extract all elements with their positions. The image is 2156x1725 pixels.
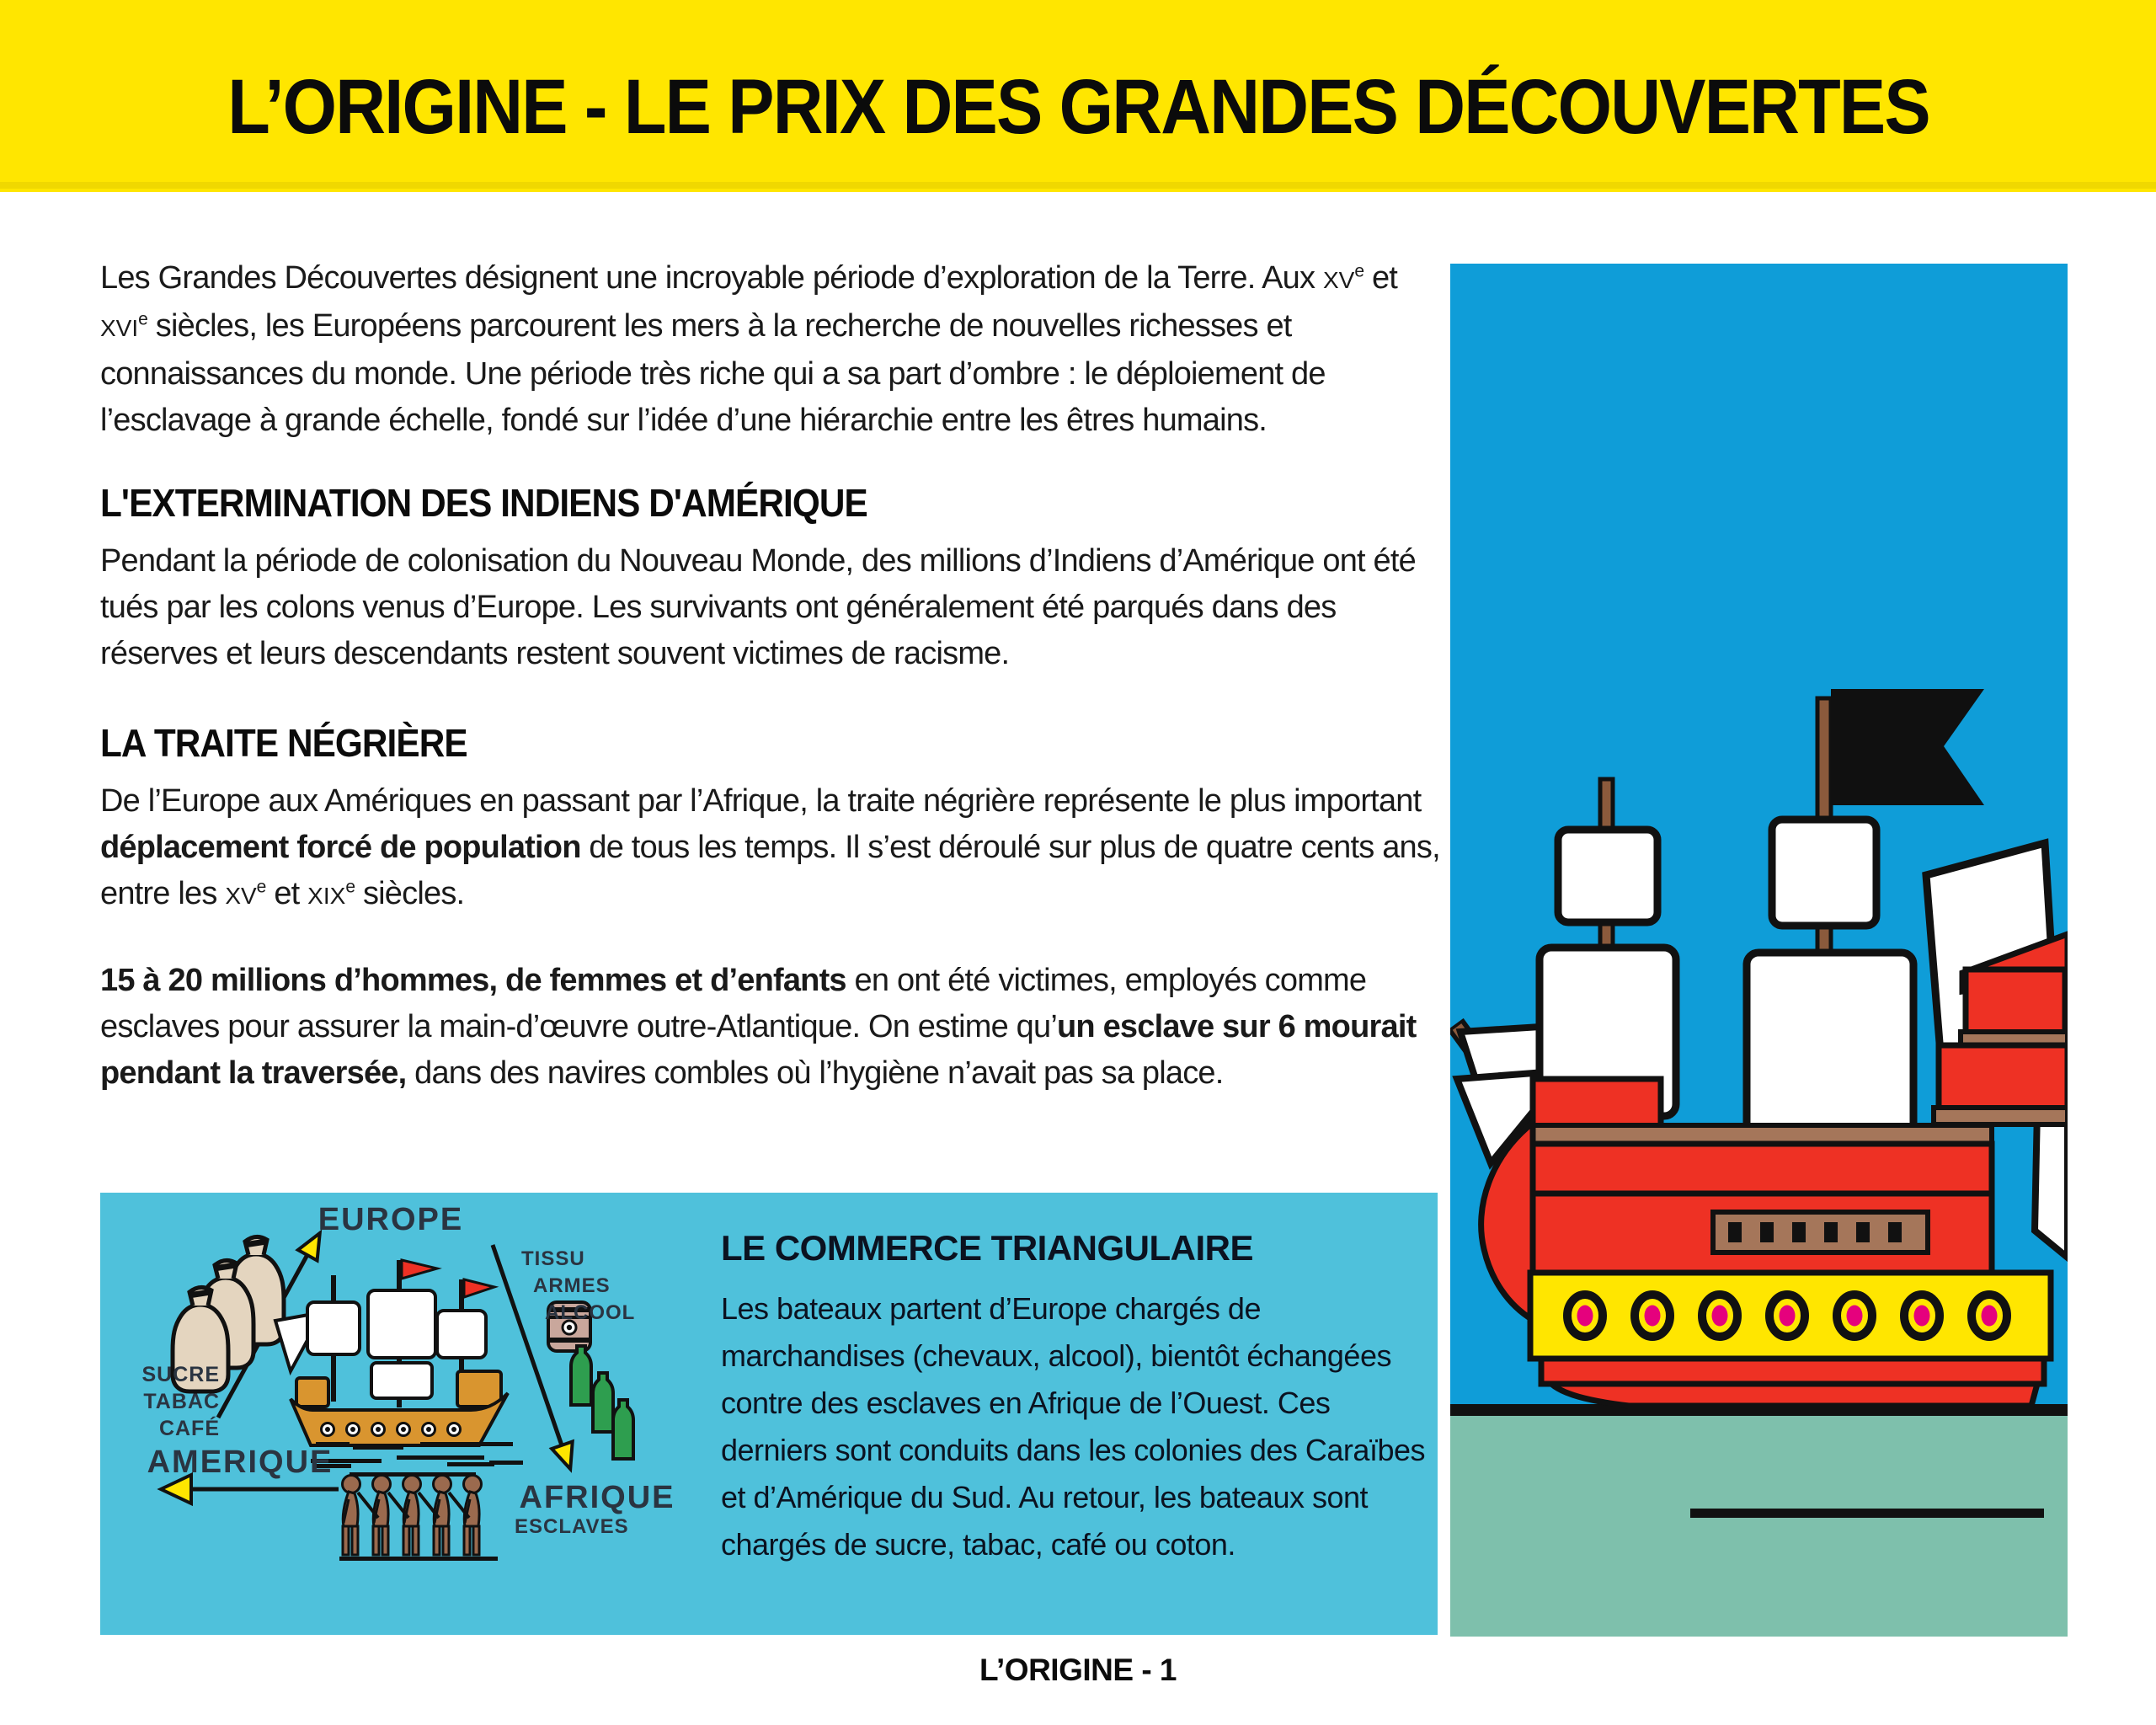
commerce-text-block (721, 1228, 1427, 1568)
bottles-icon (571, 1346, 633, 1459)
page-footer (0, 1653, 2156, 1688)
commerce-paragraph: Les bateaux partent d’Europe chargés de marchandises (chevaux, alcool), bientôt échangées contre des esclaves en Afrique de l’Ouest. Ces derniers sont conduits dans les colonies des Caraïbes et d’Amérique du Sud. Au retour, les bateaux sont chargés de sucre, tabac, café ou coton. (721, 1291, 1425, 1562)
sea-line-icon (1690, 1509, 2044, 1518)
svg-text:ARMES: ARMES (533, 1274, 611, 1297)
label-afrique: AFRIQUE (519, 1480, 675, 1515)
extermination-paragraph: Pendant la période de colonisation du Nouveau Monde, des millions d’Indiens d’Amérique ont été tués par les colons venus d’Europe. Les survivants ont généralement été parqués dans des réserves et leurs descendants restent souvent victimes de racisme. (100, 543, 1416, 671)
label-europe: EUROPE (318, 1202, 464, 1237)
ship-illustration (1450, 264, 2068, 1637)
label-goods-to-europe (141, 1363, 220, 1440)
victims-paragraph: 15 à 20 millions d’hommes, de femmes et d’enfants en ont été victimes, employés comme esclaves pour assurer la main-d’œuvre outre-Atlantique. On estime qu’un esclave sur 6 mourait pendant la traversée, dans des navires combles où l’hygiène n’avait pas sa place. (100, 963, 1417, 1091)
triangular-trade-box (100, 1193, 1438, 1635)
section-heading-extermination: L'EXTERMINATION DES INDIENS D'AMÉRIQUE (100, 481, 867, 525)
svg-text:SUCRE: SUCRE (141, 1363, 220, 1386)
traite-paragraph: De l’Europe aux Amériques en passant par l’Afrique, la traite négrière représente le plus important déplacement forcé de population de tous les temps. Il s’est déroulé sur plus de quatre cents ans, entre les XVe et XIXe siècles. (100, 783, 1440, 911)
title-banner (0, 0, 2156, 192)
intro-paragraph: Les Grandes Découvertes désignent une incroyable période d’exploration de la Terre. Aux XVe et XVIe siècles, les Européens parcourent les mers à la recherche de nouvelles richesses et connaissances du monde. Une période très riche qui a sa part d’ombre : le déploiement de l’esclavage à grande échelle, fondé sur l’idée d’une hiérarchie entre les êtres humains. (100, 260, 1398, 438)
label-esclaves: ESCLAVES (515, 1515, 629, 1538)
triangular-trade-diagram (100, 1193, 723, 1635)
footer-text: L’ORIGINE - 1 (979, 1653, 1177, 1687)
body-column (100, 255, 1443, 1097)
label-goods-to-afrique (521, 1247, 635, 1324)
commerce-heading: LE COMMERCE TRIANGULAIRE (721, 1228, 1253, 1268)
section-heading-traite: LA TRAITE NÉGRIÈRE (100, 721, 467, 765)
label-amerique: AMERIQUE (147, 1445, 334, 1480)
page-title: L’ORIGINE - LE PRIX DES GRANDES DÉCOUVERTES (227, 63, 1929, 150)
water-dashes-icon (311, 1442, 523, 1477)
svg-text:TISSU: TISSU (521, 1247, 585, 1270)
svg-text:ALCOOL: ALCOOL (545, 1301, 636, 1324)
ship-illustration-panel (1450, 264, 2068, 1637)
svg-text:CAFÉ: CAFÉ (158, 1417, 220, 1440)
svg-text:TABAC: TABAC (143, 1390, 220, 1413)
